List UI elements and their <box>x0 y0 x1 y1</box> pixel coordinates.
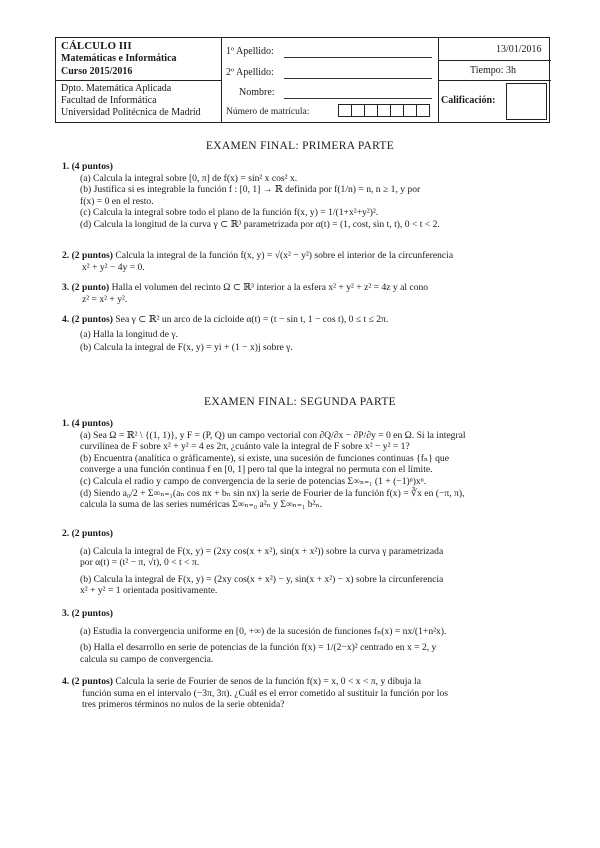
question-text: Calcula la serie de Fourier de senos de la función f(x) = x, 0 < x < π, y dibuja la <box>115 676 421 687</box>
question-item: (b) Calcula la integral de F(x, y) = yi + (1 − x)j sobre γ. <box>80 342 293 354</box>
question-item: curvilínea de F sobre x² + y² = 4 es 2π, ¿cuánto vale la integral de F sobre x² − y² = 1? <box>80 441 410 453</box>
part1-question-1 <box>62 161 547 231</box>
header-divider <box>221 38 222 122</box>
first-surname-label: 1º Apellido: <box>226 46 274 57</box>
question-points: (2 puntos) <box>71 314 113 325</box>
question-points: (2 puntos) <box>71 528 113 539</box>
question-item: f(x) = 0 en el resto. <box>80 195 154 207</box>
grade-box[interactable] <box>506 83 547 120</box>
question-text: Halla el volumen del recinto Ω ⊂ ℝ³ interior a la esfera x² + y² + z² = 4z y al cono <box>111 282 429 293</box>
question-text: Calcula la integral de la función f(x, y) = √(x² − y²) sobre el interior de la circunferencia <box>115 250 454 261</box>
question-item: (c) Calcula la integral sobre todo el plano de la función f(x, y) = 1/(1+x²+y²)². <box>80 207 379 219</box>
part1-title: EXAMEN FINAL: PRIMERA PARTE <box>205 140 395 152</box>
first-surname-field[interactable] <box>284 57 432 58</box>
question-item: por α(t) = (t² − π, √t), 0 < t < π. <box>80 557 200 569</box>
student-number-label: Número de matrícula: <box>226 107 310 117</box>
university: Universidad Politécnica de Madrid <box>61 107 201 118</box>
question-points: (4 puntos) <box>71 418 113 429</box>
question-number: 1. <box>62 418 70 429</box>
question-number: 4. <box>62 676 70 687</box>
question-item: (c) Calcula el radio y campo de convergencia de la serie de potencias Σ∞ₙ₌₁ (1 + (−1)ⁿ)xⁿ. <box>80 475 427 487</box>
question-points: (2 puntos) <box>71 608 113 619</box>
degree-name: Matemáticas e Informática <box>61 53 177 64</box>
question-number: 3. <box>62 282 70 293</box>
grade-label: Calificación: <box>441 95 496 106</box>
question-item: (d) Calcula la longitud de la curva γ ⊂ ℝ³ parametrizada por α(t) = (1, cost, sin t, t), 0 < t < 2. <box>80 218 440 230</box>
header-divider <box>438 80 551 81</box>
question-item: calcula su campo de convergencia. <box>80 653 214 665</box>
second-surname-label: 2º Apellido: <box>226 67 274 78</box>
question-item: (a) Sea Ω = ℝ² \ {(1, 1)}, y F = (P, Q) un campo vectorial con ∂Q/∂x − ∂P/∂y = 0 en Ω. Si la integral <box>80 429 466 441</box>
department: Dpto. Matemática Aplicada <box>61 83 172 94</box>
question-item: (b) Calcula la integral de F(x, y) = (2xy cos(x + x²) − y, sin(x + x²) − x) sobre la circunferencia <box>80 573 444 585</box>
academic-year: Curso 2015/2016 <box>61 66 133 77</box>
question-item: (b) Encuentra (analítica o gráficamente), si existe, una sucesión de funciones continuas {fₙ} que <box>80 452 449 464</box>
exam-date: 13/01/2016 <box>496 44 542 55</box>
question-item: x² + y² = 1 orientada positivamente. <box>80 585 218 597</box>
question-item: (a) Calcula la integral sobre [0, π] de f(x) = sin² x cos² x. <box>80 172 298 184</box>
part2-question-3 <box>62 608 547 665</box>
course-title: CÁLCULO III <box>61 40 132 52</box>
question-number: 2. <box>62 250 70 261</box>
question-item: calcula la suma de las series numéricas Σ∞ₙ₌₀ a²ₙ y Σ∞ₙ₌₁ b²ₙ. <box>80 499 322 511</box>
question-item: (d) Siendo a₀/2 + Σ∞ₙ₌₁(aₙ cos nx + bₙ sin nx) la serie de Fourier de la función f(x) = ∛x en (−π, π), <box>80 487 465 499</box>
second-surname-field[interactable] <box>284 78 432 79</box>
part2-question-4 <box>62 676 547 711</box>
question-number: 2. <box>62 528 70 539</box>
name-label: Nombre: <box>239 87 275 98</box>
question-number: 3. <box>62 608 70 619</box>
question-text: x² + y² − 4y = 0. <box>82 261 145 273</box>
question-number: 1. <box>62 161 70 172</box>
faculty: Facultad de Informática <box>61 95 157 106</box>
question-text: z² = x² + y². <box>82 293 128 305</box>
question-text: función suma en el intervalo (−3π, 3π). ¿Cuál es el error cometido al sustituir la función por los <box>82 687 448 699</box>
question-text: Sea γ ⊂ ℝ² un arco de la cicloide α(t) = (t − sin t, 1 − cos t), 0 ≤ t ≤ 2π. <box>115 314 389 325</box>
question-item: (a) Estudia la convergencia uniforme en [0, +∞) de la sucesión de funciones fₙ(x) = nx/(1+n²x). <box>80 625 447 637</box>
question-item: (a) Calcula la integral de F(x, y) = (2xy cos(x + x²), sin(x + x²)) sobre la curva γ parametrizada <box>80 545 444 557</box>
question-item: (b) Justifica si es integrable la función f : [0, 1] → ℝ definida por f(1/n) = n, n ≥ 1, y por <box>80 184 421 196</box>
part1-question-2 <box>62 250 547 273</box>
question-text: tres primeros términos no nulos de la serie obtenida? <box>82 699 285 711</box>
part1-question-4 <box>62 314 547 354</box>
question-points: (2 puntos) <box>71 250 113 261</box>
question-points: (2 punto) <box>71 282 110 293</box>
question-number: 4. <box>62 314 70 325</box>
question-points: (2 puntos) <box>71 676 113 687</box>
question-item: (b) Halla el desarrollo en serie de potencias de la función f(x) = 1/(2−x)² centrado en x = 2, y <box>80 642 437 654</box>
student-number-boxes[interactable] <box>338 104 429 121</box>
part1-question-3 <box>62 282 547 305</box>
header-divider <box>56 80 221 81</box>
question-item: (a) Halla la longitud de γ. <box>80 328 179 340</box>
question-item: converge a una función continua f en [0, 1] pero tal que la integral no permuta con el límite. <box>80 464 433 476</box>
exam-header <box>55 37 550 123</box>
question-points: (4 puntos) <box>71 161 113 172</box>
part2-question-2 <box>62 528 547 597</box>
header-divider <box>438 60 551 61</box>
exam-duration: Tiempo: 3h <box>470 65 517 76</box>
name-field[interactable] <box>284 98 432 99</box>
part2-question-1 <box>62 418 547 511</box>
part2-title: EXAMEN FINAL: SEGUNDA PARTE <box>204 396 396 408</box>
